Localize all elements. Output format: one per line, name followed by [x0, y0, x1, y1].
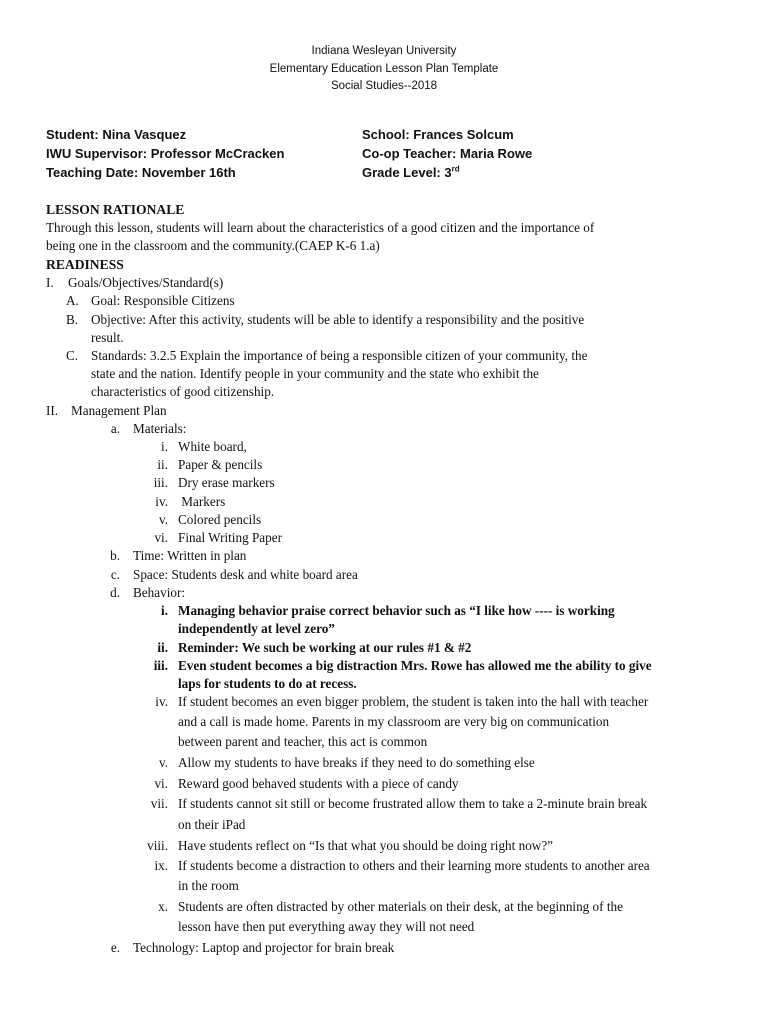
materials-title: Materials: [133, 421, 187, 436]
behavior-text: Managing behavior praise correct behavior such as “I like how ---- is working [178, 603, 615, 618]
material-number: v. [158, 512, 168, 527]
section-2-title: Management Plan [71, 403, 167, 418]
rationale-text-2: being one in the classroom and the community.(CAEP K-6 1.a) [46, 238, 380, 253]
behavior-text: If students become a distraction to others and their learning more students to another area [178, 858, 650, 873]
grade-superscript: rd [451, 164, 460, 174]
student-name: Student: Nina Vasquez [46, 127, 187, 142]
material-item: Markers [178, 494, 226, 509]
time-letter: b. [110, 548, 120, 563]
material-item: White board, [178, 439, 247, 454]
section-1-number: I. [46, 275, 54, 290]
material-item: Dry erase markers [178, 475, 275, 490]
objective-text-1: Objective: After this activity, students will be able to identify a responsibility and the positive [91, 312, 585, 327]
behavior-text: lesson have then put everything away they will not need [178, 919, 475, 934]
behavior-text: and a call is made home. Parents in my classroom are very big on communication [178, 714, 610, 729]
material-item: Paper & pencils [178, 457, 263, 472]
behavior-title: Behavior: [133, 585, 186, 600]
supervisor-name: IWU Supervisor: Professor McCracken [46, 146, 285, 161]
coop-teacher: Co-op Teacher: Maria Rowe [362, 146, 533, 161]
behavior-text: Students are often distracted by other materials on their desk, at the beginning of the [178, 899, 623, 914]
material-number: i. [161, 439, 168, 454]
teaching-date: Teaching Date: November 16th [46, 165, 236, 180]
objective-text-2: result. [91, 330, 124, 345]
behavior-text: Allow my students to have breaks if they need to do something else [178, 755, 535, 770]
subject-year: Social Studies--2018 [330, 80, 438, 92]
behavior-number: i. [161, 603, 168, 618]
behavior-text: Even student becomes a big distraction Mrs. Rowe has allowed me the ability to give [178, 658, 652, 673]
section-2-number: II. [46, 403, 59, 418]
behavior-text: on their iPad [178, 817, 246, 832]
university-name: Indiana Wesleyan University [311, 45, 457, 57]
behavior-text: in the room [178, 878, 239, 893]
behavior-number: ii. [157, 640, 168, 655]
standards-text-2: state and the nation. Identify people in your community and the state who exhibit the [91, 366, 539, 381]
material-item: Colored pencils [178, 512, 262, 527]
standards-text-1: Standards: 3.2.5 Explain the importance of being a responsible citizen of your community, the [91, 348, 588, 363]
goal-text: Goal: Responsible Citizens [91, 293, 235, 308]
material-number: vi. [154, 530, 168, 545]
behavior-number: ix. [154, 858, 168, 873]
behavior-number: viii. [147, 838, 168, 853]
material-number: ii. [157, 457, 168, 472]
behavior-text: independently at level zero” [178, 621, 335, 636]
material-number: iii. [153, 475, 168, 490]
materials-letter: a. [110, 421, 120, 436]
grade-level: Grade Level: 3rd [362, 164, 460, 180]
template-title: Elementary Education Lesson Plan Template [269, 63, 499, 75]
behavior-number: v. [158, 755, 168, 770]
behavior-number: iv. [155, 694, 168, 709]
behavior-number: x. [158, 899, 168, 914]
behavior-text: Reward good behaved students with a piece of candy [178, 776, 459, 791]
behavior-text: If student becomes an even bigger problem, the student is taken into the hall with teacher [178, 694, 649, 709]
material-number: iv. [155, 494, 168, 509]
behavior-text: between parent and teacher, this act is common [178, 734, 428, 749]
material-item: Final Writing Paper [178, 530, 282, 545]
rationale-text-1: Through this lesson, students will learn about the characteristics of a good citizen and the importance of [46, 220, 595, 235]
technology-letter: e. [110, 940, 120, 955]
school-name: School: Frances Solcum [362, 127, 514, 142]
space-text: Space: Students desk and white board area [133, 567, 358, 582]
behavior-letter: d. [110, 585, 120, 600]
behavior-text: Reminder: We such be working at our rules #1 & #2 [178, 640, 472, 655]
behavior-text: laps for students to do at recess. [178, 676, 357, 691]
standards-text-3: characteristics of good citizenship. [91, 384, 275, 399]
rationale-heading: LESSON RATIONALE [46, 202, 185, 217]
behavior-text: If students cannot sit still or become frustrated allow them to take a 2-minute brain break [178, 796, 648, 811]
readiness-heading: READINESS [46, 257, 124, 272]
behavior-number: iii. [153, 658, 168, 673]
time-text: Time: Written in plan [133, 548, 247, 563]
behavior-text: Have students reflect on “Is that what you should be doing right now?” [178, 838, 554, 853]
goal-letter: A. [66, 293, 79, 308]
section-1-title: Goals/Objectives/Standard(s) [68, 275, 224, 290]
technology-text: Technology: Laptop and projector for brain break [133, 940, 395, 955]
space-letter: c. [110, 567, 120, 582]
standards-letter: C. [66, 348, 79, 363]
objective-letter: B. [66, 312, 79, 327]
behavior-number: vii. [150, 796, 168, 811]
behavior-number: vi. [154, 776, 168, 791]
